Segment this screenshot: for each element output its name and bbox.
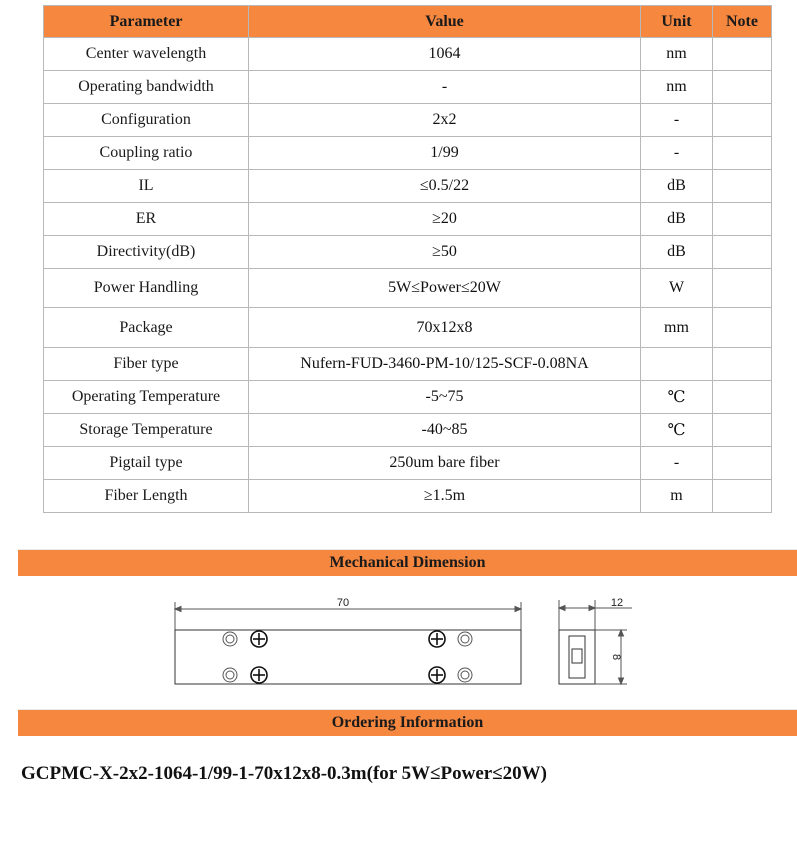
unit-cell: ℃ bbox=[641, 414, 713, 447]
param-cell: ER bbox=[44, 203, 249, 236]
unit-cell: dB bbox=[641, 170, 713, 203]
unit-cell: nm bbox=[641, 71, 713, 104]
screw-icon bbox=[251, 631, 267, 647]
package-body-side-view bbox=[559, 630, 595, 684]
value-cell: 1/99 bbox=[249, 137, 641, 170]
width-label: 12 bbox=[610, 597, 624, 609]
value-cell: 5W≤Power≤20W bbox=[249, 269, 641, 308]
param-cell: Operating bandwidth bbox=[44, 71, 249, 104]
unit-cell: - bbox=[641, 104, 713, 137]
param-cell: Directivity(dB) bbox=[44, 236, 249, 269]
mount-hole-icon bbox=[458, 632, 472, 646]
header-value: Value bbox=[249, 6, 641, 38]
param-cell: Fiber type bbox=[44, 348, 249, 381]
unit-cell: - bbox=[641, 137, 713, 170]
value-cell: Nufern-FUD-3460-PM-10/125-SCF-0.08NA bbox=[249, 348, 641, 381]
side-view-inner bbox=[569, 636, 585, 678]
unit-cell: dB bbox=[641, 236, 713, 269]
param-cell: Power Handling bbox=[44, 269, 249, 308]
mount-hole-icon bbox=[458, 668, 472, 682]
param-cell: Coupling ratio bbox=[44, 137, 249, 170]
value-cell: -5~75 bbox=[249, 381, 641, 414]
value-cell: 70x12x8 bbox=[249, 308, 641, 348]
value-cell: 2x2 bbox=[249, 104, 641, 137]
value-cell: -40~85 bbox=[249, 414, 641, 447]
unit-cell: W bbox=[641, 269, 713, 308]
param-cell: Storage Temperature bbox=[44, 414, 249, 447]
param-cell: Pigtail type bbox=[44, 447, 249, 480]
screw-icon bbox=[429, 667, 445, 683]
param-cell: Package bbox=[44, 308, 249, 348]
screw-icon bbox=[429, 631, 445, 647]
value-cell: ≥50 bbox=[249, 236, 641, 269]
param-cell: Fiber Length bbox=[44, 480, 249, 513]
ordering-code: GCPMC-X-2x2-1064-1/99-1-70x12x8-0.3m(for 5W≤Power≤20W) bbox=[21, 763, 547, 784]
unit-cell: m bbox=[641, 480, 713, 513]
height-label: 8 bbox=[610, 653, 622, 661]
mount-hole-icon bbox=[223, 668, 237, 682]
mount-hole-icon bbox=[223, 632, 237, 646]
value-cell: ≥1.5m bbox=[249, 480, 641, 513]
unit-cell: mm bbox=[641, 308, 713, 348]
mechanical-dimension-header: Mechanical Dimension bbox=[18, 549, 797, 576]
screw-icon bbox=[251, 667, 267, 683]
param-cell: Configuration bbox=[44, 104, 249, 137]
header-unit: Unit bbox=[641, 6, 713, 38]
side-view-fiber-port bbox=[572, 649, 582, 663]
unit-cell: ℃ bbox=[641, 381, 713, 414]
unit-cell: - bbox=[641, 447, 713, 480]
ordering-information-header: Ordering Information bbox=[18, 709, 797, 736]
param-cell: Operating Temperature bbox=[44, 381, 249, 414]
value-cell: - bbox=[249, 71, 641, 104]
header-note: Note bbox=[713, 6, 772, 38]
value-cell: 1064 bbox=[249, 38, 641, 71]
param-cell: IL bbox=[44, 170, 249, 203]
unit-cell: nm bbox=[641, 38, 713, 71]
value-cell: 250um bare fiber bbox=[249, 447, 641, 480]
value-cell: ≥20 bbox=[249, 203, 641, 236]
header-parameter: Parameter bbox=[44, 6, 249, 38]
unit-cell: dB bbox=[641, 203, 713, 236]
length-label: 70 bbox=[336, 597, 350, 609]
value-cell: ≤0.5/22 bbox=[249, 170, 641, 203]
param-cell: Center wavelength bbox=[44, 38, 249, 71]
